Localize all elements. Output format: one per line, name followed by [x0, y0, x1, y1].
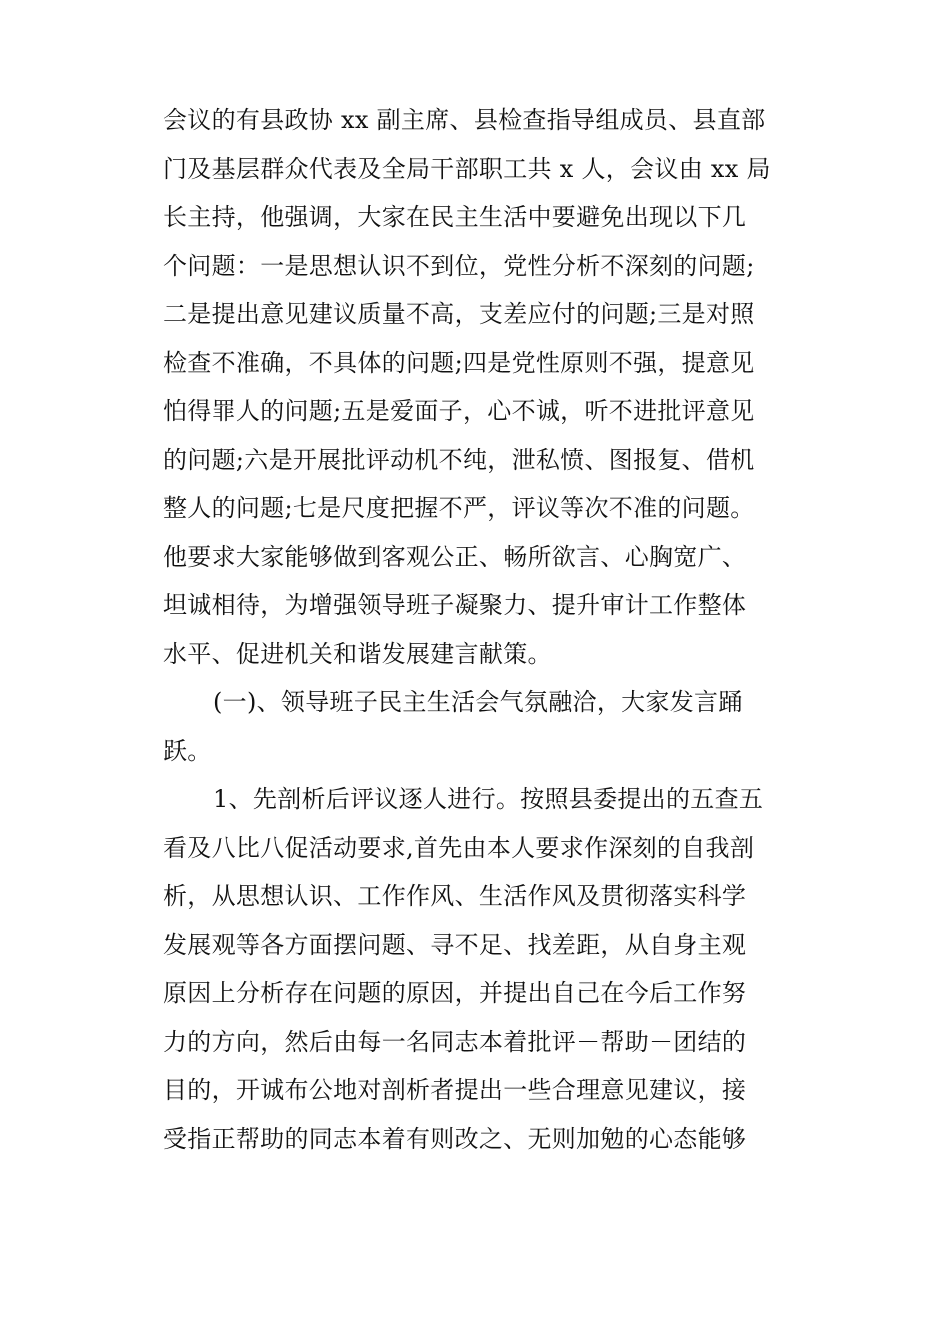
text-line: 长主持，他强调，大家在民主生活中要避免出现以下几: [163, 203, 747, 231]
text-line: 门及基层群众代表及全局干部职工共 x 人，会议由 xx 局: [163, 154, 771, 183]
text-line: 目的，开诚布公地对剖析者提出一些合理意见建议，接: [163, 1076, 747, 1104]
text-line: 水平、促进机关和谐发展建言献策。: [163, 639, 552, 668]
text-line: 会议的有县政协 xx 副主席、县检查指导组成员、县直部: [163, 106, 766, 134]
text-line: 怕得罪人的问题;五是爱面子，心不诚，听不进批评意见: [163, 397, 755, 425]
text-line: 个问题：一是思想认识不到位，党性分析不深刻的问题;: [163, 251, 755, 280]
text-line: 检查不准确，不具体的问题;四是党性原则不强，提意见: [163, 348, 755, 377]
text-line: 跃。: [163, 736, 212, 765]
text-line: 析，从思想认识、工作作风、生活作风及贯彻落实科学: [163, 882, 747, 910]
text-line: 坦诚相待，为增强领导班子凝聚力、提升审计工作整体: [163, 591, 747, 619]
text-line: 发展观等各方面摆问题、寻不足、找差距，从自身主观: [163, 930, 747, 959]
text-line: 整人的问题;七是尺度把握不严，评议等次不准的问题。: [163, 494, 755, 522]
document-body: [163, 96, 789, 1163]
text-line: 他要求大家能够做到客观公正、畅所欲言、心胸宽广、: [163, 542, 747, 571]
section-heading: (一)、领导班子民主生活会气氛融洽，大家发言踊: [213, 688, 743, 716]
text-line: 力的方向，然后由每一名同志本着批评－帮助－团结的: [163, 1027, 747, 1056]
subsection-paragraph-start: 1、先剖析后评议逐人进行。按照县委提出的五查五: [213, 785, 764, 813]
text-line: 二是提出意见建议质量不高，支差应付的问题;三是对照: [163, 300, 755, 328]
text-line: 受指正帮助的同志本着有则改之、无则加勉的心态能够: [163, 1124, 747, 1153]
text-line: 看及八比八促活动要求,首先由本人要求作深刻的自我剖: [163, 833, 755, 862]
text-line: 的问题;六是开展批评动机不纯，泄私愤、图报复、借机: [163, 445, 755, 474]
text-line: 原因上分析存在问题的原因，并提出自己在今后工作努: [163, 979, 747, 1007]
